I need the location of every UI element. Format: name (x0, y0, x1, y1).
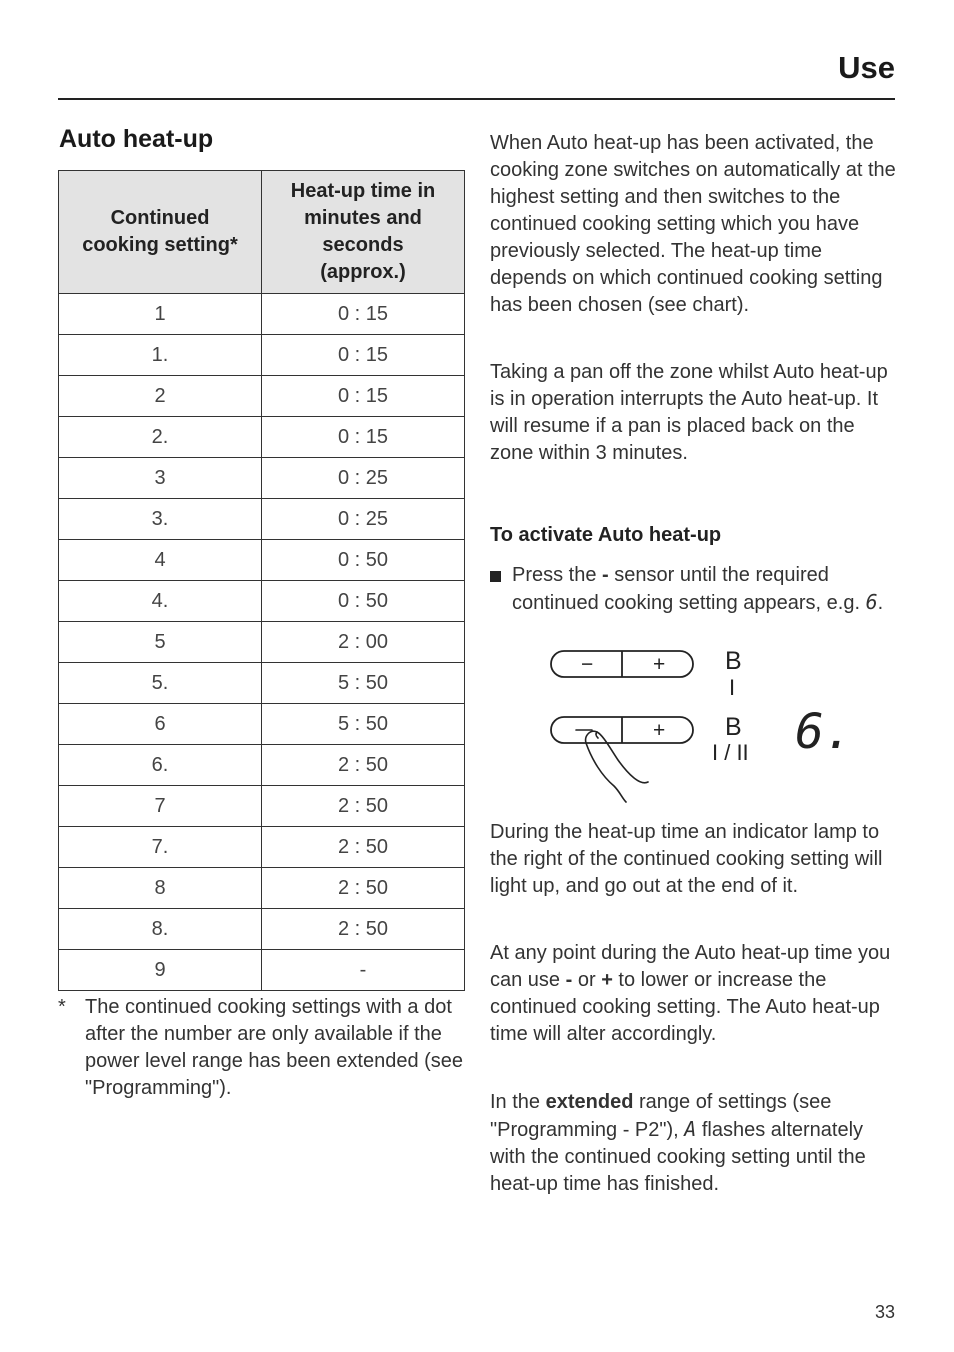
paragraph-extended-range (490, 1089, 900, 1198)
setting-cell: 3 (59, 458, 262, 499)
time-cell: 2 : 50 (262, 868, 465, 909)
table-row (59, 663, 465, 704)
bold-term: extended (545, 1091, 634, 1113)
setting-cell: 2. (59, 417, 262, 458)
page-number: 33 (874, 1302, 895, 1322)
table-row (59, 335, 465, 376)
paragraph-pan-removal (490, 359, 900, 467)
bullet-text-part: sensor until the required continued cooking setting appears, e.g. (512, 564, 866, 614)
plus-button-label: + (653, 653, 666, 676)
time-cell: - (262, 950, 465, 991)
paragraph-text-part: or (572, 969, 602, 991)
plus-symbol: + (601, 969, 613, 991)
time-cell: 0 : 15 (262, 376, 465, 417)
segment-display: 6. (795, 704, 853, 760)
setting-cell: 7 (59, 786, 262, 827)
bullet-text-part: . (877, 592, 884, 614)
paragraph-activation (490, 130, 900, 319)
segment-digit: 6 (865, 590, 878, 614)
paragraph-text-part: flashes alternately with the continued cooking setting until the heat-up time has finished. (490, 1119, 866, 1195)
setting-cell: 9 (59, 950, 262, 991)
paragraph-indicator-lamp (490, 819, 900, 900)
setting-cell: 5 (59, 622, 262, 663)
time-cell: 2 : 50 (262, 786, 465, 827)
indicator-top: I (729, 675, 736, 700)
time-cell: 2 : 50 (262, 909, 465, 950)
setting-cell: 4. (59, 581, 262, 622)
bullet-text (512, 562, 890, 617)
table-footnote (58, 994, 468, 1102)
setting-cell: 5. (59, 663, 262, 704)
table-row (59, 827, 465, 868)
setting-cell: 6. (59, 745, 262, 786)
table-row (59, 540, 465, 581)
zone-label-bottom: B (725, 713, 742, 741)
table-row (59, 581, 465, 622)
paragraph-text-part: At any point during the Auto heat-up time you can use (490, 942, 891, 991)
setting-cell: 6 (59, 704, 262, 745)
time-cell: 0 : 50 (262, 540, 465, 581)
table-row (59, 417, 465, 458)
segment-letter: A (684, 1117, 697, 1141)
bullet-text-part: Press the (512, 564, 603, 586)
table-row (59, 622, 465, 663)
top-control-bar (551, 651, 693, 677)
table-row (59, 950, 465, 991)
time-cell: 0 : 25 (262, 458, 465, 499)
table-row (59, 376, 465, 417)
minus-button-label: − (581, 653, 594, 676)
table-header-time: Heat-up time in minutes and seconds (approx.) (262, 171, 465, 294)
paragraph-text-part: range of settings (see "Programming - P2"), (490, 1091, 832, 1141)
table-row (59, 786, 465, 827)
header-divider (58, 98, 895, 100)
paragraph-text: Taking a pan off the zone whilst Auto heat-up is in operation interrupts the Auto heat-up. It will resume if a pan is placed back on the zone within 3 minutes. (490, 361, 888, 464)
time-cell: 0 : 15 (262, 335, 465, 376)
table-row (59, 868, 465, 909)
minus-symbol: - (602, 564, 609, 586)
paragraph-text: When Auto heat-up has been activated, the cooking zone switches on automatically at the highest setting and then switches to the continued cooking setting which you have previously selected. The heat-up time depends on which continued cooking setting has been chosen (see chart). (490, 132, 896, 316)
footnote-marker: * (58, 996, 66, 1018)
time-cell: 0 : 15 (262, 417, 465, 458)
subheading-activate: To activate Auto heat-up (490, 524, 722, 546)
page-header-title: Use (838, 50, 895, 85)
bullet-square-icon (490, 571, 501, 582)
table-row (59, 294, 465, 335)
paragraph-text-part: In the (490, 1091, 546, 1113)
setting-cell: 8. (59, 909, 262, 950)
instruction-bullet (490, 562, 890, 617)
bottom-control-bar (551, 717, 693, 743)
indicator-bottom: I / II (712, 740, 749, 765)
setting-cell: 4 (59, 540, 262, 581)
time-cell: 5 : 50 (262, 704, 465, 745)
control-panel-diagram (540, 640, 860, 815)
setting-cell: 3. (59, 499, 262, 540)
setting-cell: 1. (59, 335, 262, 376)
time-cell: 0 : 25 (262, 499, 465, 540)
setting-cell: 7. (59, 827, 262, 868)
paragraph-text: During the heat-up time an indicator lamp to the right of the continued cooking setting will light up, and go out at the end of it. (490, 821, 883, 897)
zone-label-top: B (725, 647, 742, 675)
time-cell: 2 : 00 (262, 622, 465, 663)
setting-cell: 2 (59, 376, 262, 417)
table-row (59, 745, 465, 786)
table-row (59, 704, 465, 745)
table-row (59, 499, 465, 540)
minus-symbol: - (565, 969, 573, 991)
table-header-setting: Continued cooking setting* (59, 171, 262, 294)
section-heading: Auto heat-up (59, 125, 214, 153)
time-cell: 0 : 15 (262, 294, 465, 335)
footnote-text: The continued cooking settings with a dot after the number are only available if the power level range has been extended (see "Programming"). (85, 996, 464, 1099)
setting-cell: 1 (59, 294, 262, 335)
time-cell: 0 : 50 (262, 581, 465, 622)
paragraph-adjust-setting (490, 940, 900, 1048)
time-cell: 2 : 50 (262, 827, 465, 868)
paragraph-text-part: to lower or increase the continued cooking setting. The Auto heat-up time will alter accordingly. (490, 969, 880, 1045)
time-cell: 5 : 50 (262, 663, 465, 704)
heat-up-table (58, 170, 465, 991)
table-row (59, 458, 465, 499)
pointing-finger-icon (576, 730, 648, 802)
time-cell: 2 : 50 (262, 745, 465, 786)
plus-button-label: + (653, 719, 666, 742)
setting-cell: 8 (59, 868, 262, 909)
table-row (59, 909, 465, 950)
